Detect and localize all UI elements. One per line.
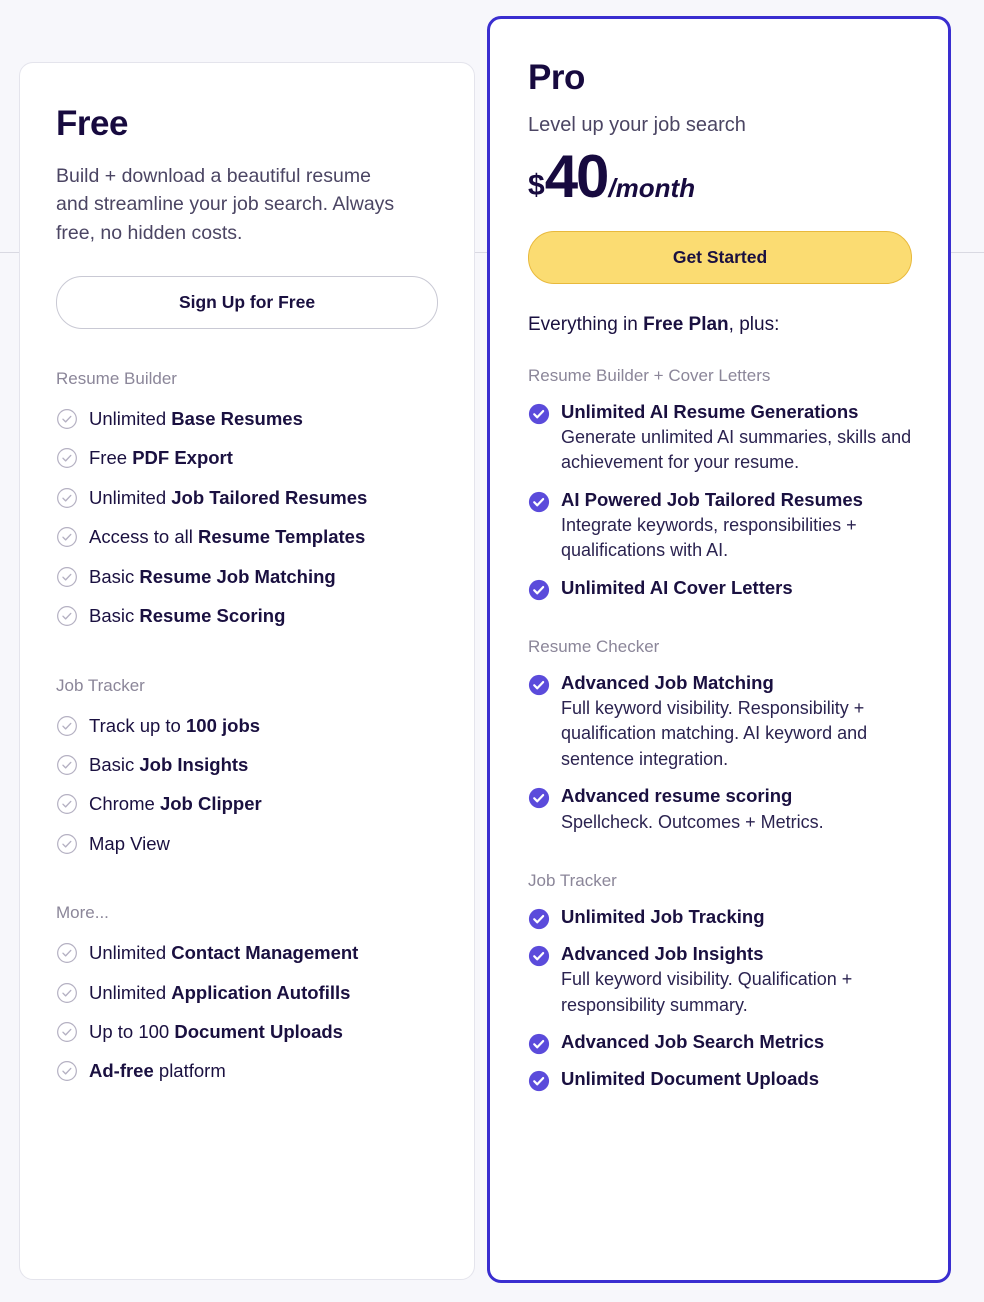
pro-feature-item <box>528 936 912 1024</box>
pro-plan-title: Pro <box>528 58 585 97</box>
feature-prefix: Chrome <box>89 793 160 815</box>
feature-bold: Ad-free <box>89 1060 154 1082</box>
pro-feature-item <box>528 778 912 841</box>
free-section-heading: More... <box>56 903 109 923</box>
free-section-heading: Job Tracker <box>56 675 145 695</box>
pro-feature-description: Full keyword visibility. Responsibility + qualification matching. AI keyword and sentence integration. <box>561 697 868 769</box>
pro-feature-title: AI Powered Job Tailored Resumes <box>561 488 863 510</box>
pro-feature-description: Integrate keywords, responsibilities + qualifications with AI. <box>561 514 857 561</box>
feature-bold: Job Clipper <box>159 793 262 815</box>
pro-feature-description: Full keyword visibility. Qualification + responsibility summary. <box>561 969 853 1015</box>
feature-bold: 100 jobs <box>186 714 261 736</box>
feature-prefix: Unlimited <box>89 942 172 964</box>
check-circle-filled-icon <box>528 674 550 696</box>
free-feature-label <box>89 406 303 431</box>
feature-prefix: Basic <box>89 753 140 775</box>
feature-bold: Resume Scoring <box>139 605 286 627</box>
pro-feature-title: Advanced Job Search Metrics <box>561 1031 825 1053</box>
free-plan-feature-sections <box>56 369 438 1091</box>
pro-feature-item <box>528 665 912 779</box>
free-feature-item <box>56 784 438 823</box>
free-plan-card <box>19 62 475 1280</box>
feature-prefix: Up to 100 <box>89 1020 175 1042</box>
free-feature-label <box>89 980 350 1005</box>
pro-feature-title: Advanced Job Matching <box>561 671 774 693</box>
pro-plan-price <box>528 142 912 210</box>
check-circle-outline-icon <box>56 942 78 964</box>
pro-feature-item <box>528 570 912 607</box>
feature-bold: Job Insights <box>139 753 249 775</box>
free-feature-item <box>56 745 438 784</box>
check-circle-outline-icon <box>56 526 78 548</box>
pro-feature-item <box>528 1024 912 1061</box>
free-feature-item <box>56 1051 438 1090</box>
everything-prefix: Everything in <box>528 313 644 335</box>
get-started-button[interactable]: Get Started <box>528 231 912 284</box>
feature-prefix: Unlimited <box>89 408 172 430</box>
free-plan-title: Free <box>56 104 128 143</box>
pro-feature-body <box>561 784 912 835</box>
free-feature-item <box>56 933 438 972</box>
free-feature-label <box>89 831 170 856</box>
pro-feature-title: Advanced resume scoring <box>561 785 793 807</box>
feature-bold: Contact Management <box>171 942 359 964</box>
pro-feature-list <box>528 394 912 607</box>
feature-suffix: platform <box>153 1060 226 1082</box>
free-feature-label <box>89 791 262 816</box>
free-feature-label <box>89 564 336 589</box>
pro-feature-body <box>561 671 912 773</box>
pro-feature-item <box>528 482 912 570</box>
free-feature-item <box>56 596 438 635</box>
pro-feature-description: Generate unlimited AI summaries, skills and achievement for your resume. <box>561 426 912 473</box>
check-circle-outline-icon <box>56 833 78 855</box>
check-circle-filled-icon <box>528 1033 550 1055</box>
check-circle-outline-icon <box>56 447 78 469</box>
free-feature-label <box>89 524 365 549</box>
check-circle-outline-icon <box>56 715 78 737</box>
check-circle-outline-icon <box>56 982 78 1004</box>
pro-plan-feature-sections <box>528 366 912 1099</box>
pro-feature-list <box>528 899 912 1098</box>
feature-bold: Resume Templates <box>198 526 366 548</box>
feature-bold: Resume Job Matching <box>139 565 336 587</box>
check-circle-filled-icon <box>528 579 550 601</box>
everything-in-free-plan-note <box>528 314 912 336</box>
free-feature-label <box>89 752 248 777</box>
free-feature-item <box>56 478 438 517</box>
pro-feature-title: Unlimited AI Resume Generations <box>561 400 859 422</box>
check-circle-filled-icon <box>528 908 550 930</box>
free-feature-label <box>89 1058 226 1083</box>
free-feature-label <box>89 485 367 510</box>
free-section-heading: Resume Builder <box>56 369 177 389</box>
pro-feature-item <box>528 899 912 936</box>
pro-feature-body <box>561 1030 912 1054</box>
feature-prefix: Basic <box>89 565 140 587</box>
price-period: /month <box>608 172 696 203</box>
price-amount: 40 <box>544 142 608 210</box>
feature-bold: Document Uploads <box>174 1020 343 1042</box>
pro-feature-body <box>561 488 912 564</box>
check-circle-outline-icon <box>56 1021 78 1043</box>
feature-prefix: Unlimited <box>89 486 172 508</box>
free-feature-label <box>89 445 233 470</box>
everything-bold: Free Plan <box>643 313 729 335</box>
free-feature-list <box>56 399 438 635</box>
check-circle-filled-icon <box>528 1070 550 1092</box>
free-feature-item <box>56 824 438 863</box>
feature-prefix: Unlimited <box>89 981 172 1003</box>
pro-feature-body <box>561 942 912 1018</box>
free-feature-label <box>89 1019 343 1044</box>
everything-suffix: , plus: <box>728 313 780 335</box>
pro-section-heading: Job Tracker <box>528 871 617 891</box>
feature-bold: PDF Export <box>132 447 233 469</box>
check-circle-outline-icon <box>56 566 78 588</box>
feature-bold: Application Autofills <box>171 981 351 1003</box>
free-feature-item <box>56 1012 438 1051</box>
free-feature-item <box>56 973 438 1012</box>
feature-bold: Base Resumes <box>171 408 303 430</box>
check-circle-outline-icon <box>56 487 78 509</box>
check-circle-filled-icon <box>528 945 550 967</box>
check-circle-outline-icon <box>56 408 78 430</box>
pro-section-heading: Resume Builder + Cover Letters <box>528 365 771 385</box>
pro-feature-title: Unlimited Document Uploads <box>561 1068 819 1090</box>
free-feature-label <box>89 713 260 738</box>
free-plan-description: Build + download a beautiful resume and streamline your job search. Always free, no hidden costs. <box>56 164 395 245</box>
free-feature-item <box>56 557 438 596</box>
free-feature-list <box>56 706 438 864</box>
pro-feature-item <box>528 1061 912 1098</box>
pro-feature-body <box>561 576 912 600</box>
free-feature-item <box>56 517 438 556</box>
pro-feature-body <box>561 400 912 476</box>
check-circle-filled-icon <box>528 787 550 809</box>
check-circle-outline-icon <box>56 1060 78 1082</box>
pro-feature-description: Spellcheck. Outcomes + Metrics. <box>561 811 824 832</box>
pro-feature-title: Advanced Job Insights <box>561 943 764 965</box>
sign-up-for-free-button[interactable]: Sign Up for Free <box>56 276 438 329</box>
check-circle-filled-icon <box>528 403 550 425</box>
check-circle-outline-icon <box>56 754 78 776</box>
pro-plan-card <box>487 16 951 1283</box>
free-feature-list <box>56 933 438 1091</box>
pro-feature-item <box>528 394 912 482</box>
feature-bold: Job Tailored Resumes <box>171 486 368 508</box>
check-circle-filled-icon <box>528 491 550 513</box>
check-circle-outline-icon <box>56 605 78 627</box>
feature-prefix: Basic <box>89 605 140 627</box>
pro-plan-subtitle: Level up your job search <box>528 113 746 136</box>
free-feature-label <box>89 603 285 628</box>
feature-prefix: Track up to <box>89 714 186 736</box>
pro-feature-title: Unlimited Job Tracking <box>561 906 765 928</box>
pro-feature-list <box>528 665 912 841</box>
check-circle-outline-icon <box>56 793 78 815</box>
pro-section-heading: Resume Checker <box>528 636 660 656</box>
free-feature-item <box>56 438 438 477</box>
pro-feature-body <box>561 905 912 929</box>
free-feature-item <box>56 399 438 438</box>
feature-prefix: Map View <box>89 832 170 854</box>
pro-feature-body <box>561 1067 912 1091</box>
free-feature-item <box>56 706 438 745</box>
price-currency-symbol: $ <box>528 168 545 202</box>
feature-prefix: Free <box>89 447 133 469</box>
feature-prefix: Access to all <box>89 526 198 548</box>
free-feature-label <box>89 940 358 965</box>
pro-feature-title: Unlimited AI Cover Letters <box>561 576 793 598</box>
